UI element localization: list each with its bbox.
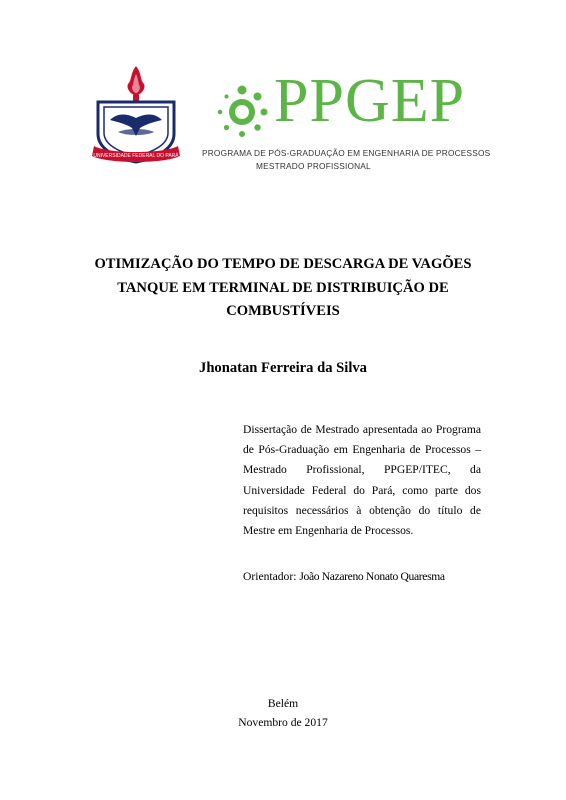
dissertation-title — [60, 253, 506, 324]
crest-banner-text: UNIVERSIDADE FEDERAL DO PARÁ — [93, 153, 179, 159]
dissertation-description: Dissertação de Mestrado apresentada ao Programa de Pós-Graduação em Engenharia de Processos – Mestrado Profissional, PPGEP/ITEC, da Universidade Federal do Pará, como parte dos requisitos necessários à obtenção do título de Mestre em Engenharia de Processos. — [243, 423, 481, 538]
advisor — [243, 570, 445, 583]
title-line: COMBUSTÍVEIS — [226, 303, 340, 319]
city: Belém — [267, 697, 299, 710]
program-name: PROGRAMA DE PÓS-GRADUAÇÃO EM ENGENHARIA DE PROCESSOS — [202, 148, 491, 158]
advisor-label: Orientador: — [243, 570, 297, 583]
program-level: MESTRADO PROFISSIONAL — [256, 161, 371, 171]
title-line: TANQUE EM TERMINAL DE DISTRIBUIÇÃO DE — [117, 279, 449, 296]
ppgep-logo-text: PPGEP — [274, 67, 466, 135]
advisor-name: João Nazareno Nonato Quaresma — [299, 570, 445, 583]
title-line: OTIMIZAÇÃO DO TEMPO DE DESCARGA DE VAGÕES — [94, 256, 472, 272]
date: Novembro de 2017 — [238, 716, 328, 729]
university-crest-logo — [88, 62, 184, 166]
ppgep-gear-icon — [212, 82, 272, 142]
author-name: Jhonatan Ferreira da Silva — [199, 360, 367, 376]
